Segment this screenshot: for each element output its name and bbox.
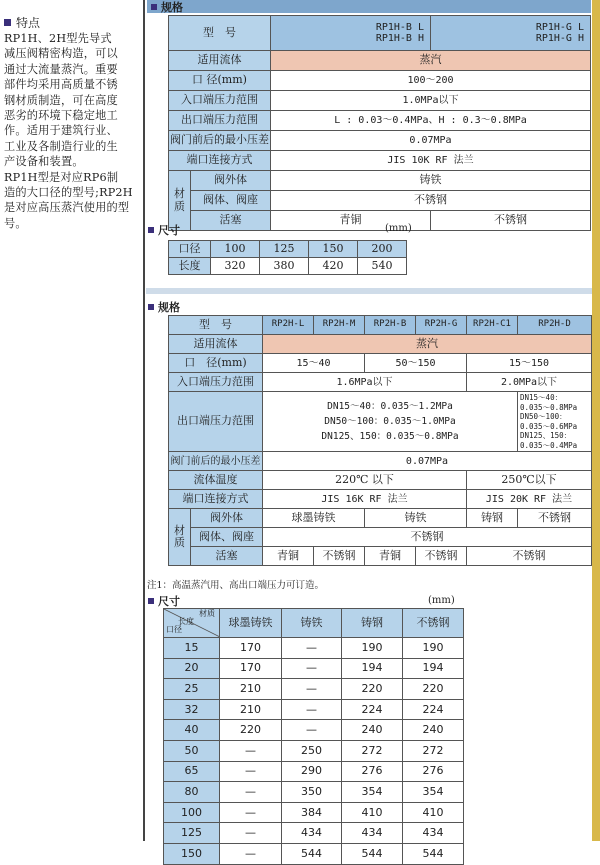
dims1-unit: (mm) [385, 223, 412, 234]
table-row [164, 699, 464, 720]
dims2-table [163, 608, 464, 865]
outlet-label: 出口端压力范围 [169, 111, 271, 131]
model-header: RP2H-G [416, 316, 467, 335]
fluid-label: 适用流体 [169, 51, 271, 71]
size-cell: 125 [164, 823, 220, 844]
table-row [164, 740, 464, 761]
size-value: 15～40 [263, 354, 365, 373]
body-value: 不锈钢 [518, 509, 592, 528]
length-cell: 276 [342, 761, 403, 782]
desc-line: 号。 [4, 216, 27, 230]
bullet-square-icon [148, 598, 154, 604]
dims1-cell: 420 [309, 258, 358, 275]
size-cell: 40 [164, 720, 220, 741]
table-row [164, 843, 464, 864]
length-cell: 190 [342, 638, 403, 659]
length-cell: 170 [220, 638, 282, 659]
size-label: 口 径(mm) [169, 71, 271, 91]
model-a: RP1H-B L RP1H-B H [271, 16, 431, 51]
length-cell: 544 [282, 843, 342, 864]
size-cell: 100 [164, 802, 220, 823]
outlet-main: DN15～40：0.035～1.2MPa DN50～100：0.035～1.0MPa DN125、150：0.035～0.8MPa [263, 392, 518, 452]
piston-a: 青铜 [271, 211, 431, 231]
col-header: 不锈钢 [403, 609, 464, 638]
dims2-body [164, 638, 464, 865]
desc-line: 钢材质制造，可在高度 [4, 93, 118, 107]
piston-value: 不锈钢 [416, 547, 467, 566]
length-cell: 210 [220, 679, 282, 700]
desc-line: 通过大流量蒸汽。重要 [4, 62, 118, 76]
length-cell: — [220, 843, 282, 864]
corner-material: 材质 [199, 609, 215, 618]
desc-line: RP1H、2H型先导式 [4, 32, 112, 45]
fluid-value: 蒸汽 [271, 51, 591, 71]
piston-value: 不锈钢 [314, 547, 365, 566]
spec1-header [147, 0, 591, 13]
dims1-row2-label: 长度 [169, 258, 211, 275]
length-cell: — [220, 802, 282, 823]
desc-line: 工业及各制造行业的生 [4, 139, 118, 153]
length-cell: 210 [220, 699, 282, 720]
table-row [164, 679, 464, 700]
length-cell: — [282, 720, 342, 741]
dims2-header: 尺寸 [148, 593, 180, 609]
table-row [164, 823, 464, 844]
piston-label: 活塞 [191, 547, 263, 566]
length-cell: 190 [403, 638, 464, 659]
dims1-cell: 100 [211, 241, 260, 258]
dims1-row1-label: 口径 [169, 241, 211, 258]
dims1-cell: 540 [358, 258, 407, 275]
table-row [164, 802, 464, 823]
length-cell: 384 [282, 802, 342, 823]
divider [143, 0, 145, 841]
mindiff-value: 0.07MPa [271, 131, 591, 151]
desc-line: 产设备和装置。 [4, 155, 84, 169]
corner-cell [164, 609, 220, 638]
table-row [164, 720, 464, 741]
length-cell: 354 [403, 782, 464, 803]
length-cell: 434 [282, 823, 342, 844]
model-label: 型 号 [169, 316, 263, 335]
conn-value: JIS 16K RF 法兰 [263, 490, 467, 509]
length-cell: — [282, 679, 342, 700]
length-cell: — [282, 638, 342, 659]
length-cell: 290 [282, 761, 342, 782]
desc-line: 恶劣的环境下稳定地工 [4, 109, 118, 123]
spec2-header: 规格 [148, 299, 180, 315]
body-label: 阀外体 [191, 509, 263, 528]
desc-line: 作。适用于建筑行业、 [4, 124, 118, 138]
edge-stripe [592, 0, 600, 841]
length-cell: 224 [342, 699, 403, 720]
dims2-unit: (mm) [428, 595, 455, 606]
length-cell: 220 [342, 679, 403, 700]
seat-label: 阀体、阀座 [191, 191, 271, 211]
conn-value: JIS 10K RF 法兰 [271, 151, 591, 171]
length-cell: — [220, 761, 282, 782]
length-cell: — [220, 740, 282, 761]
outlet-small: DN15～40： 0.035～0.8MPa DN50～100： 0.035～0.6MPa DN125、150： 0.035～0.4MPa [518, 392, 592, 452]
desc-line: RP1H型是对应RP6制 [4, 170, 119, 184]
model-header: RP2H-C1 [467, 316, 518, 335]
length-cell: 240 [403, 720, 464, 741]
seat-value: 不锈钢 [263, 528, 592, 547]
piston-b: 不锈钢 [431, 211, 591, 231]
size-cell: 80 [164, 782, 220, 803]
dims1-cell: 320 [211, 258, 260, 275]
spec1-title: 规格 [161, 0, 183, 14]
size-value: 100～200 [271, 71, 591, 91]
dims1-header: 尺寸 [148, 222, 180, 238]
inlet-value: 2.0MPa以下 [467, 373, 592, 392]
table-row [164, 761, 464, 782]
size-cell: 150 [164, 843, 220, 864]
piston-value: 青铜 [365, 547, 416, 566]
table-row [164, 782, 464, 803]
desc-line: 部件均采用高质量不锈 [4, 78, 118, 92]
dims1-cell: 380 [260, 258, 309, 275]
length-cell: 544 [403, 843, 464, 864]
size-cell: 50 [164, 740, 220, 761]
body-value: 铸铁 [271, 171, 591, 191]
size-cell: 20 [164, 658, 220, 679]
conn-value: JIS 20K RF 法兰 [467, 490, 592, 509]
fluid-value: 蒸汽 [263, 335, 592, 354]
length-cell: 220 [220, 720, 282, 741]
size-value: 50～150 [365, 354, 467, 373]
body-value: 球墨铸铁 [263, 509, 365, 528]
temp-value: 250℃以下 [467, 471, 592, 490]
dims1-cell: 150 [309, 241, 358, 258]
mindiff-label: 阀门前后的最小压差 [169, 131, 271, 151]
spec2-table [168, 315, 592, 566]
temp-value: 220℃ 以下 [263, 471, 467, 490]
size-cell: 25 [164, 679, 220, 700]
table-row [164, 638, 464, 659]
corner-size: 口径 [166, 625, 182, 634]
length-cell: 220 [403, 679, 464, 700]
dims1-cell: 125 [260, 241, 309, 258]
bullet-square-icon [148, 304, 154, 310]
length-cell: 434 [403, 823, 464, 844]
seat-value: 不锈钢 [271, 191, 591, 211]
body-value: 铸钢 [467, 509, 518, 528]
length-cell: 272 [403, 740, 464, 761]
inlet-label: 入口端压力范围 [169, 91, 271, 111]
conn-label: 端口连接方式 [169, 490, 263, 509]
model-header: RP2H-B [365, 316, 416, 335]
length-cell: — [282, 658, 342, 679]
length-cell: 410 [403, 802, 464, 823]
length-cell: 272 [342, 740, 403, 761]
bullet-square-icon [148, 227, 154, 233]
model-label: 型 号 [169, 16, 271, 51]
dims1-table [168, 240, 407, 275]
length-cell: 250 [282, 740, 342, 761]
mindiff-label: 阀门前后的最小压差 [169, 452, 263, 471]
length-cell: 276 [403, 761, 464, 782]
fluid-label: 适用流体 [169, 335, 263, 354]
length-cell: 350 [282, 782, 342, 803]
length-cell: 240 [342, 720, 403, 741]
dims1-cell: 200 [358, 241, 407, 258]
length-cell: 434 [342, 823, 403, 844]
size-cell: 32 [164, 699, 220, 720]
table-row [164, 658, 464, 679]
inlet-label: 入口端压力范围 [169, 373, 263, 392]
size-cell: 65 [164, 761, 220, 782]
col-header: 铸铁 [282, 609, 342, 638]
col-header: 铸钢 [342, 609, 403, 638]
material-label: 材质 [169, 171, 191, 231]
model-header: RP2H-D [518, 316, 592, 335]
length-cell: 194 [403, 658, 464, 679]
piston-label: 活塞 [191, 211, 271, 231]
features-title: 特点 [4, 14, 40, 31]
seat-label: 阀体、阀座 [191, 528, 263, 547]
length-cell: 544 [342, 843, 403, 864]
size-value: 15～150 [467, 354, 592, 373]
col-header: 球墨铸铁 [220, 609, 282, 638]
body-value: 铸铁 [365, 509, 467, 528]
inlet-value: 1.6MPa以下 [263, 373, 467, 392]
conn-label: 端口连接方式 [169, 151, 271, 171]
temp-label: 流体温度 [169, 471, 263, 490]
length-cell: 170 [220, 658, 282, 679]
desc-line: 是对应高压蒸汽使用的型 [4, 201, 130, 215]
size-label: 口 径(mm) [169, 354, 263, 373]
outlet-value: L : 0.03～0.4MPa、H : 0.3～0.8MPa [271, 111, 591, 131]
length-cell: 410 [342, 802, 403, 823]
length-cell: — [220, 823, 282, 844]
outlet-label: 出口端压力范围 [169, 392, 263, 452]
size-cell: 15 [164, 638, 220, 659]
desc-line: 造的大口径的型号;RP2H [4, 186, 133, 200]
spec1-table [168, 15, 591, 231]
bullet-square-icon [4, 19, 11, 26]
length-cell: — [220, 782, 282, 803]
corner-length: 长度 [178, 617, 194, 626]
mindiff-value: 0.07MPa [263, 452, 592, 471]
length-cell: 354 [342, 782, 403, 803]
sidebar [0, 0, 143, 841]
body-label: 阀外体 [191, 171, 271, 191]
model-header: RP2H-L [263, 316, 314, 335]
section-separator [146, 288, 592, 294]
length-cell: 224 [403, 699, 464, 720]
features-description [4, 31, 140, 231]
model-b: RP1H-G L RP1H-G H [431, 16, 591, 51]
model-header: RP2H-M [314, 316, 365, 335]
piston-value: 青铜 [263, 547, 314, 566]
piston-value: 不锈钢 [467, 547, 592, 566]
length-cell: 194 [342, 658, 403, 679]
length-cell: — [282, 699, 342, 720]
bullet-square-icon [151, 4, 157, 10]
inlet-value: 1.0MPa以下 [271, 91, 591, 111]
desc-line: 减压阀精密构造，可以 [4, 47, 118, 61]
material-label: 材质 [169, 509, 191, 566]
spec2-note: 注1：高温蒸汽用、高出口端压力可订造。 [147, 580, 325, 591]
